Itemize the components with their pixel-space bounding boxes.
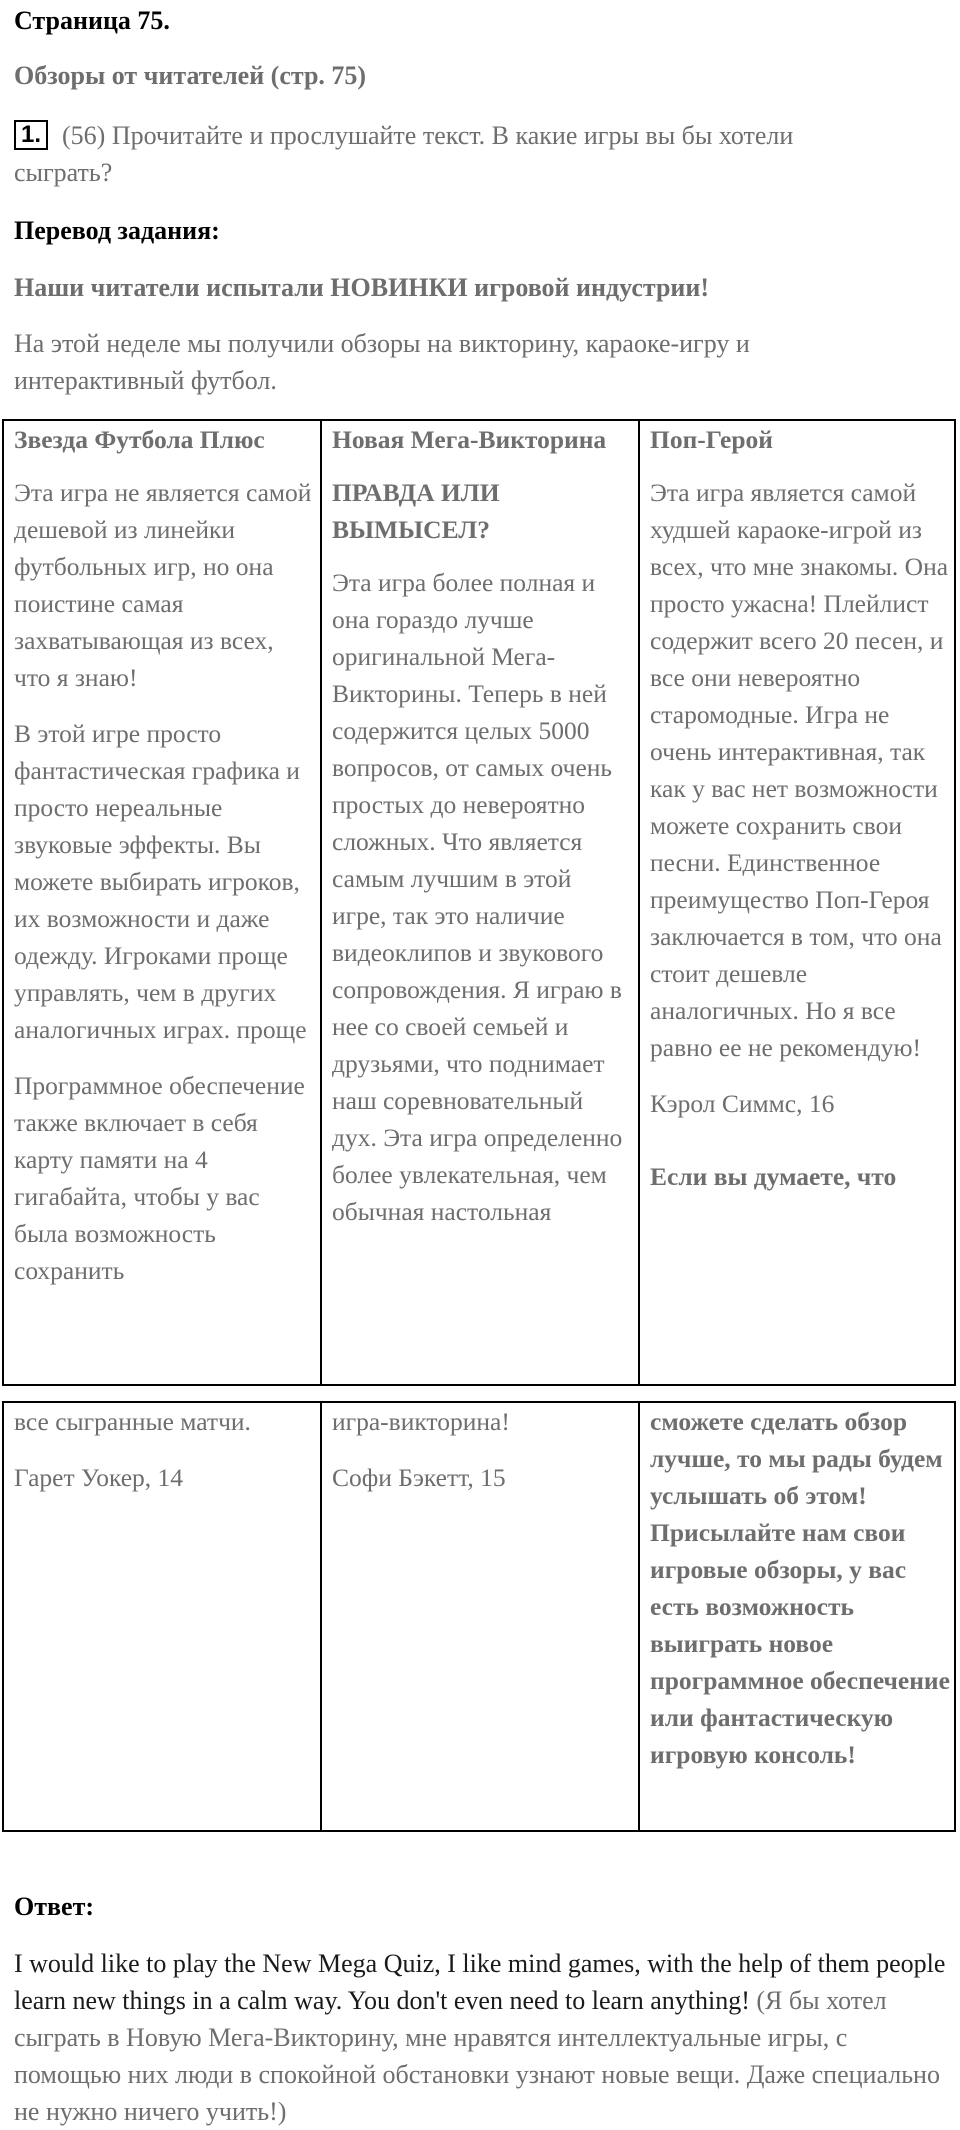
reviews-table-bottom (2, 1401, 956, 1832)
review-football-p2: В этой игре просто фантастическая графика и просто нереальные звуковые эффекты. Вы можете выбирать игроков, их возможности и даже одежду. Игроками проще управлять, чем в других аналогичных играх. проще (14, 719, 307, 1044)
review-football-title: Звезда Футбола Плюс (14, 425, 265, 454)
column-divider (638, 1403, 640, 1830)
review-pop-hero (650, 421, 950, 1214)
review-pop-hero-title: Поп-Герой (650, 425, 773, 454)
task-text-2: сыграть? (14, 158, 113, 187)
column-divider (320, 1403, 322, 1830)
review-quiz-author: Софи Бэкетт, 15 (332, 1463, 506, 1492)
review-football-p1: Эта игра не является самой дешевой из линейки футбольных игр, но она поистине самая захватывающая из всех, что я знаю! (14, 478, 312, 692)
task-block (14, 117, 914, 191)
intro-line-1: На этой неделе мы получили обзоры на викторину, караоке-игру и (14, 329, 750, 358)
task-text-1: (56) Прочитайте и прослушайте текст. В какие игры вы бы хотели (62, 121, 794, 150)
headline: Наши читатели испытали НОВИНКИ игровой индустрии! (14, 273, 710, 302)
review-football-p3: Программное обеспечение также включает в себя карту памяти на 4 гигабайта, чтобы у вас была возможность сохранить (14, 1071, 305, 1285)
column-divider (638, 421, 640, 1384)
review-football-continued (14, 1403, 316, 1515)
reviews-table-top (2, 419, 956, 1386)
answer-text (14, 1945, 949, 2130)
intro-line-2: интерактивный футбол. (14, 366, 277, 395)
answer-russian: (Я бы хотел сыграть в Новую Мега-Викторину, мне нравятся интеллектуальные игры, с помощью них люди в спокойной обстановки узнают новые вещи. Даже специально не нужно ничего учить!) (14, 1986, 940, 2126)
page-title: Страница 75. (14, 6, 170, 35)
answer-heading: Ответ: (14, 1892, 95, 1921)
task-line-1 (14, 117, 914, 154)
review-football-end: все сыгранные матчи. (14, 1407, 251, 1436)
review-pop-hero-bold-start: Если вы думаете, что (650, 1162, 897, 1191)
translation-heading: Перевод задания: (14, 216, 220, 245)
call-to-action (650, 1403, 950, 1792)
intro (14, 325, 914, 399)
review-football-author: Гарет Уокер, 14 (14, 1463, 184, 1492)
review-quiz-subtitle: ПРАВДА ИЛИ ВЫМЫСЕЛ? (332, 478, 500, 544)
review-quiz-continued (332, 1403, 632, 1515)
review-pop-hero-p1: Эта игра является самой худшей караоке-игрой из всех, что мне знакомы. Она просто ужасна! Плейлист содержит всего 20 песен, и все они невероятно старомодные. Игра не очень интерактивная, так как у вас нет возможности можете сохранить свои песни. Единственное преимущество Поп-Героя заключается в том, что она стоит дешевле аналогичных. Но я все равно ее не рекомендую! (650, 478, 949, 1062)
review-quiz-title: Новая Мега-Викторина (332, 425, 607, 454)
answer-english: I would like to play the New Mega Quiz, I like mind games, with the help of them people learn new things in a calm way. You don't even need to learn anything! (14, 1949, 946, 2015)
task-number-badge: 1. (14, 120, 48, 150)
review-football (14, 421, 316, 1308)
section-title: Обзоры от читателей (стр. 75) (14, 61, 367, 90)
review-quiz-p1: Эта игра более полная и она гораздо лучше оригинальной Мега-Викторины. Теперь в ней содержится целых 5000 вопросов, от самых очень простых до невероятно сложных. Что является самым лучшим в этой игре, так это наличие видеоклипов и звукового сопровождения. Я играю в нее со своей семьей и друзьями, что поднимает наш соревновательный дух. Эта игра определенно более увлекательная, чем обычная настольная (332, 568, 623, 1226)
review-pop-hero-author: Кэрол Симмс, 16 (650, 1089, 835, 1118)
column-divider (320, 421, 322, 1384)
call-to-action-text: сможете сделать обзор лучше, то мы рады будем услышать об этом! Присылайте нам свои игровые обзоры, у вас есть возможность выиграть новое программное обеспечение или фантастическую игровую консоль! (650, 1407, 950, 1769)
review-quiz (332, 421, 632, 1249)
review-quiz-end: игра-викторина! (332, 1407, 510, 1436)
